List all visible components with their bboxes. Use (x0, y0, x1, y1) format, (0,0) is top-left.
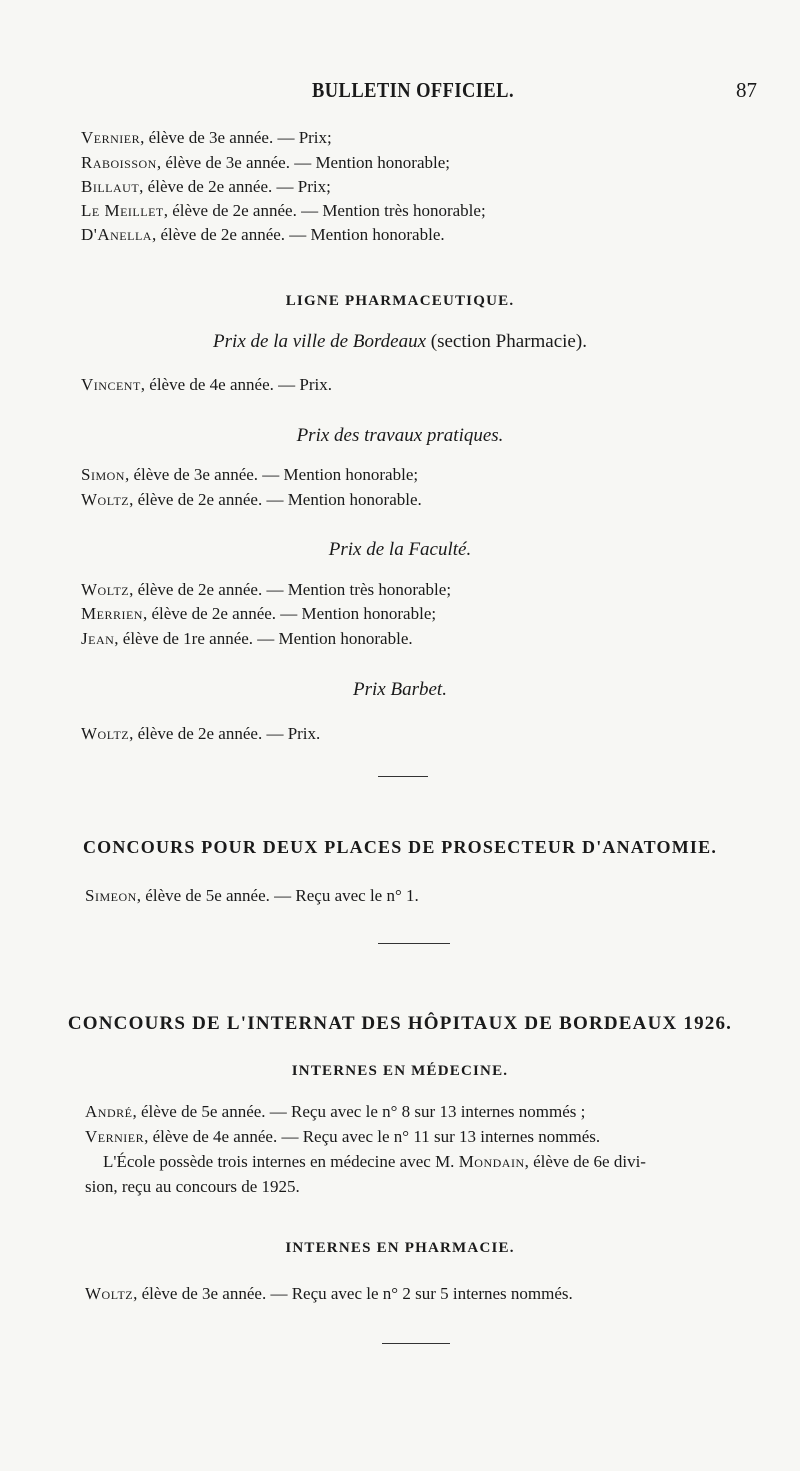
entry-name: Billaut (81, 177, 140, 196)
entry-name: Raboisson (81, 153, 157, 172)
prize-title-italic: Prix Barbet. (353, 679, 447, 700)
entry-name: Simon (81, 465, 125, 484)
prize-title-italic: Prix des travaux pratiques. (296, 425, 504, 446)
prize-title-normal: (section Pharmacie). (426, 331, 587, 352)
list-item (81, 465, 418, 485)
entry-name: Woltz (81, 580, 130, 599)
prize-title (0, 679, 800, 701)
prize-title-italic: Prix de la ville de Bordeaux (213, 331, 427, 352)
entry-text: , élève de 3e année. — Mention honorable; (124, 465, 419, 484)
list-item (81, 177, 331, 197)
section-heading: LIGNE PHARMACEUTIQUE. (285, 293, 515, 309)
note-text: sion, reçu au concours de 1925. (85, 1177, 300, 1196)
list-item (81, 580, 451, 600)
subsection-heading: INTERNES EN MÉDECINE. (291, 1063, 509, 1079)
subsection-heading: INTERNES EN PHARMACIE. (285, 1240, 515, 1256)
note-text: , élève de 6e divi- (524, 1152, 646, 1171)
section-heading: CONCOURS POUR DEUX PLACES DE PROSECTEUR D'ANATOMIE. (82, 837, 718, 857)
entry-text: , élève de 2e année. — Mention honorable. (151, 225, 445, 244)
note-line (85, 1177, 300, 1197)
list-item (85, 1127, 600, 1147)
note-line (103, 1152, 646, 1172)
entry-text: , élève de 4e année. — Reçu avec le n° 11 sur 13 internes nommés. (144, 1127, 601, 1146)
entry-text: , élève de 2e année. — Mention honorable; (142, 604, 437, 623)
entry-text: , élève de 2e année. — Mention très honorable; (129, 580, 452, 599)
entry-text: , élève de 1re année. — Mention honorable. (114, 629, 413, 648)
list-item (81, 128, 332, 148)
entry-text: , élève de 2e année. — Mention très honorable; (163, 201, 486, 220)
entry-name: Woltz (81, 724, 130, 743)
entry-name: Vernier (81, 128, 141, 147)
divider (382, 1343, 450, 1344)
prize-title (0, 539, 800, 561)
divider (378, 776, 428, 777)
entry-name: Woltz (85, 1284, 134, 1303)
section-heading: CONCOURS DE L'INTERNAT DES HÔPITAUX DE BORDEAUX 1926. (67, 1013, 733, 1034)
page-header (0, 78, 800, 108)
list-item (85, 1284, 573, 1304)
entry-name: Simeon (85, 886, 137, 905)
prize-title (0, 331, 800, 353)
list-item (81, 201, 486, 221)
page-number: 87 (736, 78, 757, 102)
running-title: BULLETIN OFFICIEL. (312, 78, 515, 102)
entry-text: , élève de 2e année. — Prix; (139, 177, 331, 196)
entry-name: Woltz (81, 490, 130, 509)
entry-name: André (85, 1102, 133, 1121)
list-item (81, 153, 450, 173)
note-name: Mondain (458, 1152, 525, 1171)
list-item (81, 724, 320, 744)
entry-text: , élève de 4e année. — Prix. (140, 375, 332, 394)
entry-name: Vincent (81, 375, 141, 394)
list-item (81, 225, 445, 245)
entry-text: , élève de 2e année. — Prix. (129, 724, 321, 743)
entry-name: Vernier (85, 1127, 145, 1146)
entry-text: , élève de 5e année. — Reçu avec le n° 8 sur 13 internes nommés ; (132, 1102, 586, 1121)
entry-name: Merrien (81, 604, 143, 623)
entry-text: , élève de 5e année. — Reçu avec le n° 1. (136, 886, 419, 905)
list-item (81, 629, 413, 649)
entry-text: , élève de 3e année. — Reçu avec le n° 2 sur 5 internes nommés. (133, 1284, 573, 1303)
entry-text: , élève de 3e année. — Prix; (140, 128, 332, 147)
entry-name: Jean (81, 629, 115, 648)
list-item (85, 886, 419, 906)
list-item (81, 490, 422, 510)
list-item (81, 604, 436, 624)
note-text: L'École possède trois internes en médecine avec M. (103, 1152, 459, 1171)
prize-title-italic: Prix de la Faculté. (328, 539, 472, 560)
prize-title (0, 425, 800, 447)
divider (378, 943, 450, 944)
entry-text: , élève de 2e année. — Mention honorable. (129, 490, 422, 509)
entry-name: Le Meillet (81, 201, 164, 220)
list-item (81, 375, 332, 395)
entry-name: D'Anella (81, 225, 152, 244)
list-item (85, 1102, 585, 1122)
entry-text: , élève de 3e année. — Mention honorable; (156, 153, 451, 172)
